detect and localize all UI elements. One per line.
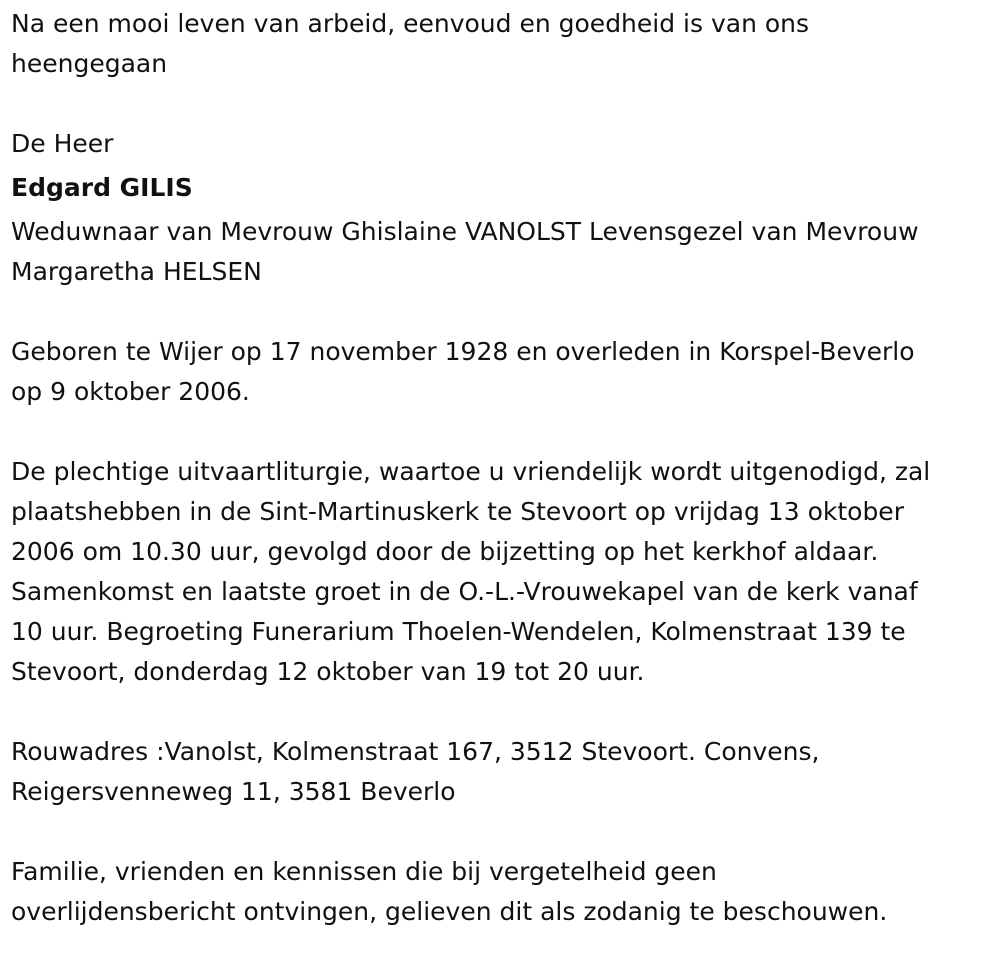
funeral-line: Samenkomst en laatste groet in de O.-L.-Vrouwekapel van de kerk vanaf: [11, 577, 918, 606]
spacer: [11, 692, 992, 732]
closing-paragraph: [11, 852, 992, 932]
funeral-paragraph: [11, 452, 992, 692]
person-section: [11, 124, 992, 292]
birth-death-paragraph: [11, 332, 992, 412]
person-title: De Heer: [11, 129, 114, 158]
closing-line: Familie, vrienden en kennissen die bij vergetelheid geen: [11, 857, 717, 886]
funeral-line: 10 uur. Begroeting Funerarium Thoelen-Wendelen, Kolmenstraat 139 te: [11, 617, 906, 646]
spacer: [11, 292, 992, 332]
intro-line: Na een mooi leven van arbeid, eenvoud en goedheid is van ons: [11, 9, 810, 38]
funeral-line: De plechtige uitvaartliturgie, waartoe u vriendelijk wordt uitgenodigd, zal: [11, 457, 931, 486]
birth-death-line: Geboren te Wijer op 17 november 1928 en overleden in Korspel-Beverlo: [11, 337, 915, 366]
funeral-line: plaatshebben in de Sint-Martinuskerk te Stevoort op vrijdag 13 oktober: [11, 497, 904, 526]
funeral-line: 2006 om 10.30 uur, gevolgd door de bijzetting op het kerkhof aldaar.: [11, 537, 879, 566]
address-line: Rouwadres :Vanolst, Kolmenstraat 167, 3512 Stevoort. Convens,: [11, 737, 820, 766]
funeral-line: Stevoort, donderdag 12 oktober van 19 tot 20 uur.: [11, 657, 645, 686]
spacer: [11, 412, 992, 452]
intro-line: heengegaan: [11, 49, 168, 78]
relation-line: Margaretha HELSEN: [11, 257, 262, 286]
intro-paragraph: [11, 4, 992, 84]
spacer: [11, 84, 992, 124]
person-name: Edgard GILIS: [11, 173, 193, 202]
closing-line: overlijdensbericht ontvingen, gelieven dit als zodanig te beschouwen.: [11, 897, 888, 926]
address-line: Reigersvenneweg 11, 3581 Beverlo: [11, 777, 456, 806]
relation-line: Weduwnaar van Mevrouw Ghislaine VANOLST Levensgezel van Mevrouw: [11, 217, 919, 246]
address-paragraph: [11, 732, 992, 812]
birth-death-line: op 9 oktober 2006.: [11, 377, 250, 406]
spacer: [11, 812, 992, 852]
